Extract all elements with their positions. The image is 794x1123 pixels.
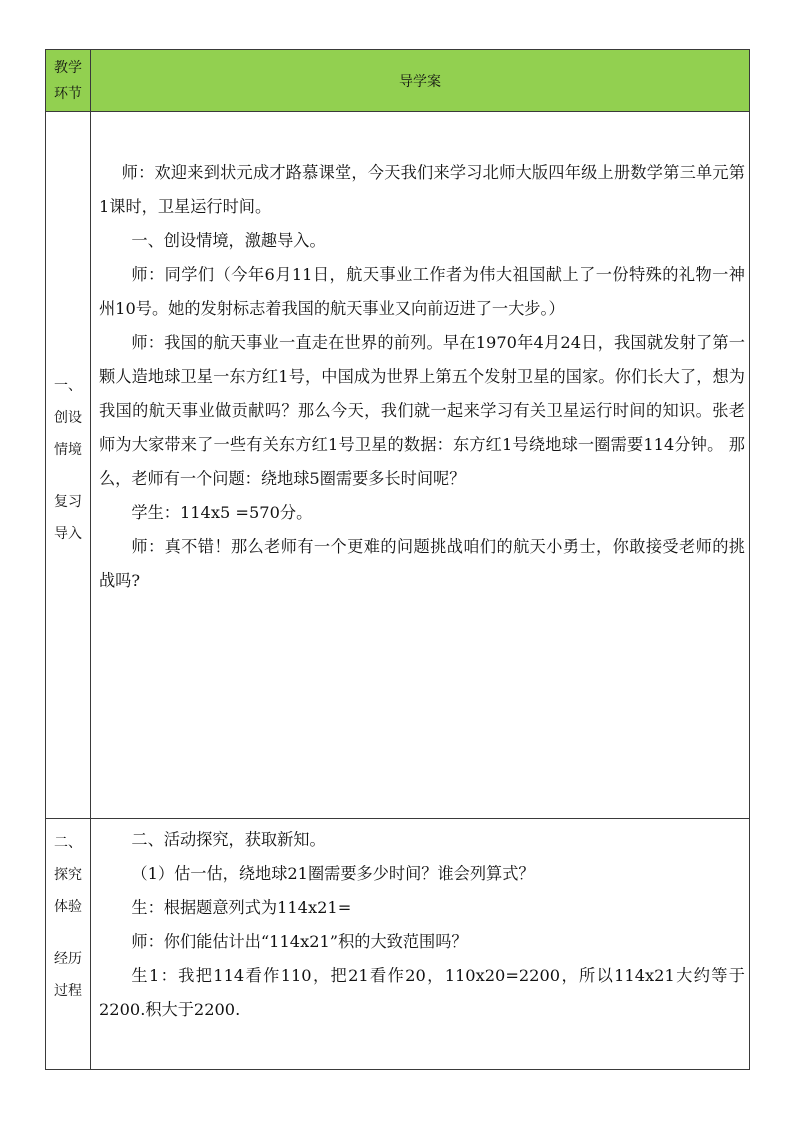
header-stage-line: 环节: [54, 85, 82, 102]
stage-label: 导入: [54, 526, 82, 542]
paragraph: 一、创设情境，激趣导入。: [131, 231, 326, 250]
stage-label: 经历: [54, 951, 82, 967]
stage-label: 探究: [54, 867, 82, 883]
content-cell: [91, 819, 750, 1070]
paragraph: 生：根据题意列式为114x21=: [131, 898, 352, 917]
stage-label: 体验: [54, 899, 82, 915]
header-stage-line: 教学: [54, 59, 82, 76]
stage-label: 创设: [54, 410, 82, 426]
header-stage-cell: [46, 50, 91, 112]
paragraph: 生1：我把114看作110，把21看作20，110x20=2200，所以114x21大约等于2200.积大于2200.: [99, 966, 745, 1019]
paragraph: 师：真不错！那么老师有一个更难的问题挑战咱们的航天小勇士，你敢接受老师的挑战吗?: [99, 537, 745, 590]
stage-label: 一、: [54, 378, 82, 394]
paragraph: （1）估一估，绕地球21圈需要多少时间？谁会列算式？: [131, 864, 535, 883]
stage-cell: [46, 819, 91, 1070]
stage-label: 情境: [54, 442, 82, 458]
paragraph: 师：你们能估计出“114x21”积的大致范围吗？: [131, 932, 468, 951]
header-row: [46, 50, 750, 112]
stage-cell: [46, 112, 91, 819]
stage-label: 复习: [54, 494, 82, 510]
paragraph: 二、活动探究，获取新知。: [131, 830, 326, 849]
section-row-explore: [46, 819, 750, 1070]
lesson-plan-table: [45, 49, 750, 1070]
header-plan-title: 导学案: [399, 73, 441, 90]
paragraph: 师：同学们（今年6月11日，航天事业工作者为伟大祖国献上了一份特殊的礼物一神州10号。她的发射标志着我国的航天事业又向前迈进了一大步。）: [99, 265, 745, 318]
paragraph: 学生：114x5 =570分。: [131, 503, 313, 522]
stage-label: 二、: [54, 835, 82, 851]
header-plan-cell: [91, 50, 750, 112]
section-row-intro: [46, 112, 750, 819]
paragraph: 师：欢迎来到状元成才路慕课堂，今天我们来学习北师大版四年级上册数学第三单元第1课时，卫星运行时间。: [99, 163, 745, 216]
content-cell: [91, 112, 750, 819]
paragraph: 师：我国的航天事业一直走在世界的前列。早在1970年4月24日，我国就发射了第一颗人造地球卫星一东方红1号，中国成为世界上第五个发射卫星的国家。你们长大了，想为我国的航天事业做贡献吗？那么今天，我们就一起来学习有关卫星运行时间的知识。张老师为大家带来了一些有关东方红1号卫星的数据：东方红1号绕地球一圈需要114分钟。 那么，老师有一个问题：绕地球5圈需要多长时间呢？: [99, 333, 745, 488]
stage-label: 过程: [54, 983, 82, 999]
